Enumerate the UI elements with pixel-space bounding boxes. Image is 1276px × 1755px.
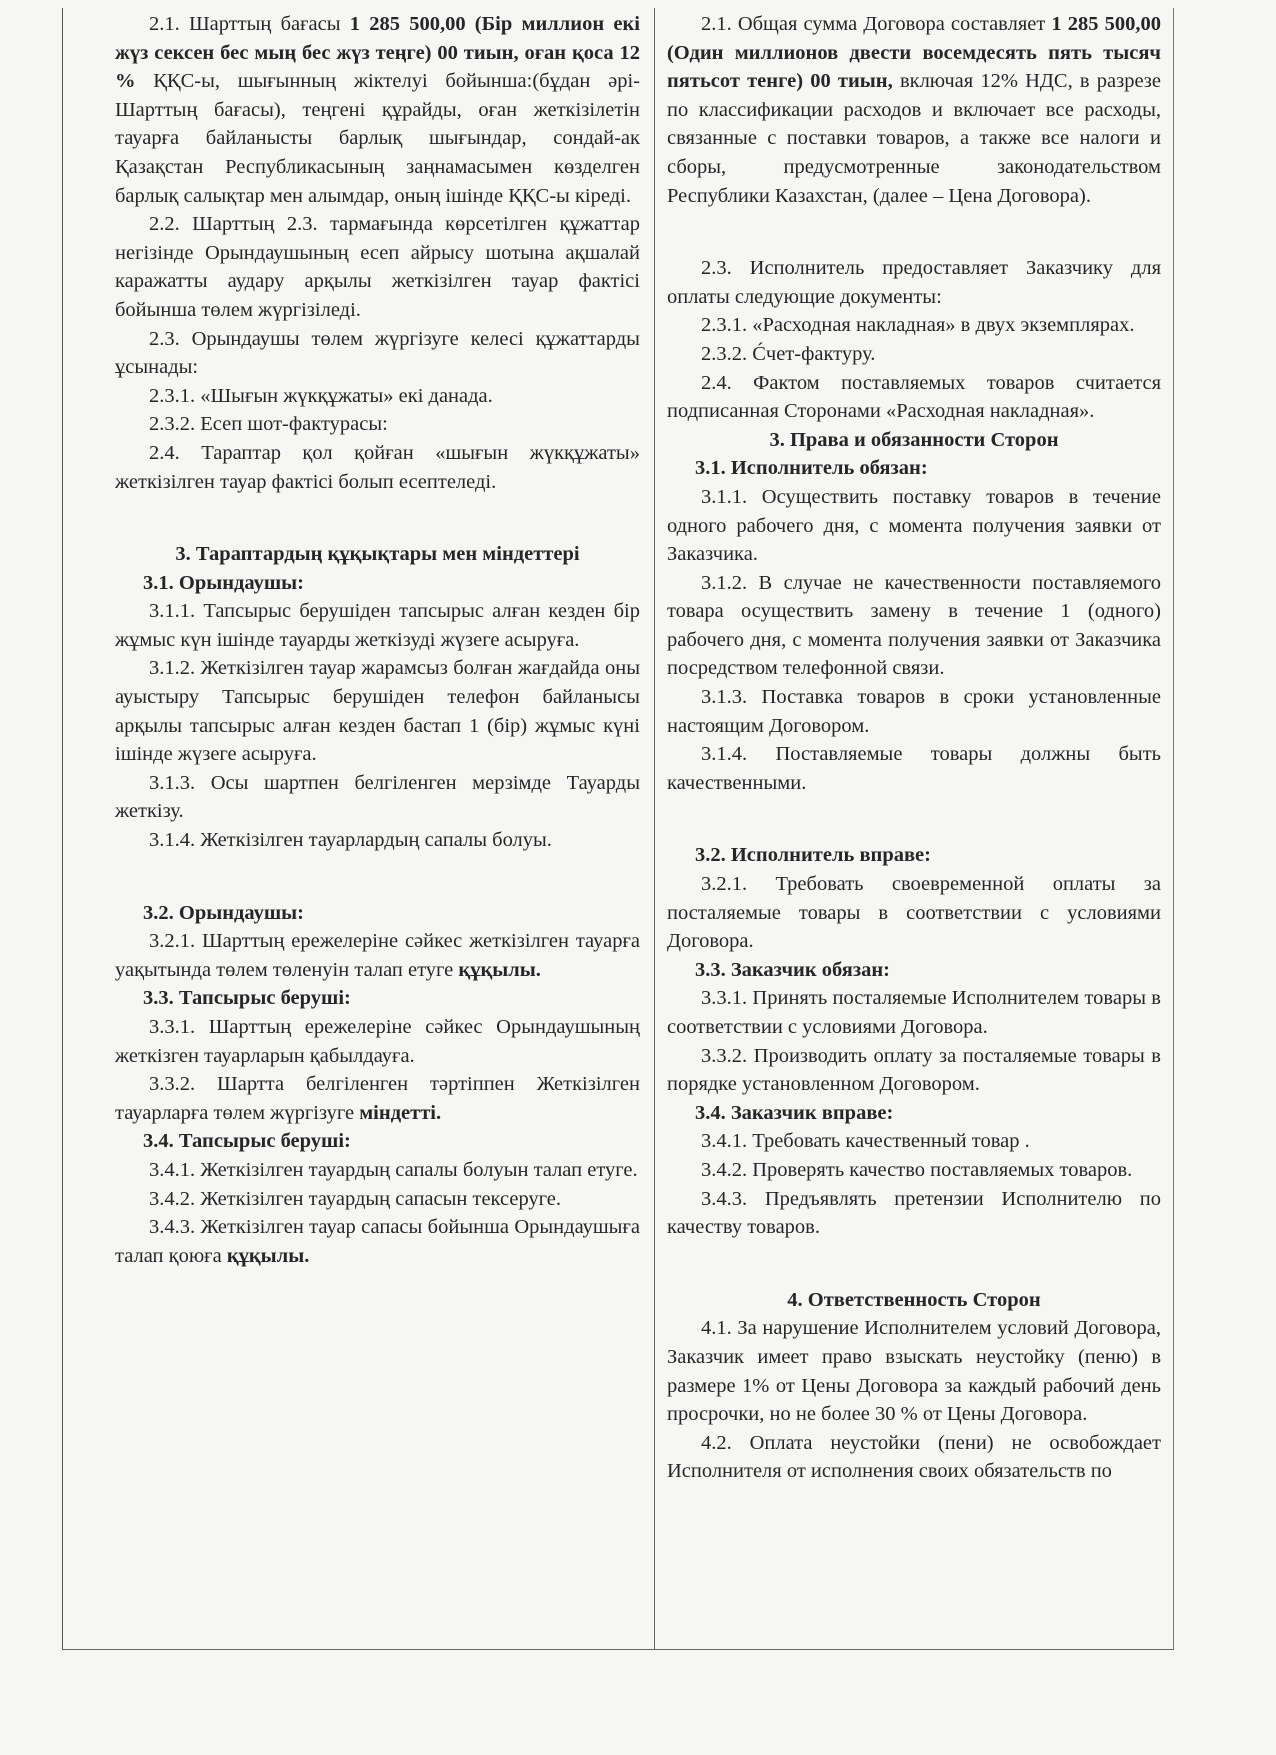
kz-clause-3-3-2-text: 3.3.2. Шартта белгіленген тәртіппен Жеткізілген тауарларға төлем жүргізуге (115, 1073, 640, 1124)
ru-clause-4-1: 4.1. За нарушение Исполнителем условий Договора, Заказчик имеет право взыскать неустойку (пеню) в размере 1% от Цены Договора за каждый рабочий день просрочки, но не более 30 % от Цены Договора. (666, 1317, 1161, 1426)
ru-clause-2-4: 2.4. Фактом поставляемых товаров считается подписанная Сторонами «Расходная накладная». (666, 371, 1161, 423)
kz-clause-2-4: 2.4. Тараптар қол қойған «шығын жүкқұжаты» жеткізілген тауар фактісі болып есептеледі. (115, 441, 640, 493)
russian-column (655, 8, 1173, 1649)
kz-subsection-3-1: 3.1. Орындаушы: (143, 571, 305, 594)
kz-clause-2-2: 2.2. Шарттың 2.3. тармағында көрсетілген құжаттар негізінде Орындаушының есеп айрысу шотына ақшалай каражатты аудару арқылы жеткізілген тауар фактісі бойынша төлем жүргізіледі. (115, 213, 640, 321)
kz-clause-3-4-2: 3.4.2. Жеткізілген тауардың сапасын тексеруге. (149, 1187, 562, 1210)
spacer (667, 1242, 1161, 1286)
ru-clause-3-1-4: 3.1.4. Поставляемые товары должны быть качественными. (666, 743, 1161, 794)
kz-clause-2-3-1: 2.3.1. «Шығын жүкқұжаты» екі данада. (149, 384, 493, 407)
ru-clause-3-3-2: 3.3.2. Производить оплату за посталяемые товары в порядке установленном Договором. (666, 1044, 1161, 1096)
ru-subsection-3-2: 3.2. Исполнитель вправе: (694, 844, 931, 867)
ru-clause-3-4-2: 3.4.2. Проверять качество поставляемых товаров. (700, 1158, 1133, 1181)
spacer (115, 855, 640, 899)
kz-clause-2-3: 2.3. Орындаушы төлем жүргізуге келесі құжаттарды ұсынады: (115, 327, 640, 379)
ru-subsection-3-1: 3.1. Исполнитель обязан: (694, 457, 928, 480)
kz-clause-3-2-1 (115, 927, 640, 984)
kz-subsection-3-3: 3.3. Тапсырыс беруші: (143, 987, 351, 1010)
ru-subsection-3-3: 3.3. Заказчик обязан: (694, 958, 891, 981)
spacer (667, 210, 1161, 254)
bilingual-contract-table (62, 8, 1174, 1650)
kz-clause-3-3-2-bold: міндетті. (359, 1101, 442, 1124)
kz-contract-amount: 1 285 500,00 (Бір миллион екі жүз сексен бес мың бес жүз теңге) 00 тиын, (115, 13, 640, 64)
kz-section-3-heading: 3. Тараптардың құқықтары мен міндеттері (175, 543, 580, 566)
ru-clause-2-1-lead: 2.1. Общая сумма Договора составляет (700, 13, 1046, 35)
ru-clause-3-1-2: 3.1.2. В случае не качественности поставляемого товара осуществить замену в течение 1 (одного) рабочего дня, с момента получения заявки от Заказчика посредством телефонной связи. (666, 571, 1161, 680)
kz-clause-2-1-lead: 2.1. Шарттың бағасы (149, 13, 341, 35)
kz-clause-3-4-3-bold: құқылы. (226, 1244, 310, 1267)
kz-vat-rate: оған қоса 12 % (115, 41, 640, 93)
kz-clause-3-2-1-text: 3.2.1. Шарттың ережелеріне сәйкес жеткізілген тауарға уақытында төлем төленуін талап етуге (115, 930, 640, 981)
ru-clause-3-4-3: 3.4.3. Предъявлять претензии Исполнителю по качеству товаров. (666, 1187, 1161, 1239)
kz-clause-3-4-1: 3.4.1. Жеткізілген тауардың сапалы болуын талап етуге. (149, 1158, 638, 1181)
ru-clause-2-3-2: 2.3.2. Ćчет-фактуру. (700, 342, 876, 365)
ru-subsection-3-4: 3.4. Заказчик вправе: (694, 1101, 894, 1124)
ru-clause-3-1-1: 3.1.1. Осуществить поставку товаров в течение одного рабочего дня, с момента получения заявки от Заказчика. (666, 485, 1161, 566)
ru-clause-3-4-1: 3.4.1. Требовать качественный товар . (700, 1130, 1030, 1153)
kz-clause-3-4-3-text: 3.4.3. Жеткізілген тауар сапасы бойынша Орындаушыға талап қоюға (115, 1216, 640, 1267)
kz-clause-2-3-2: 2.3.2. Есеп шот-фактурасы: (149, 413, 388, 436)
ru-section-3-heading: 3. Права и обязанности Сторон (769, 428, 1059, 451)
kazakh-column (63, 8, 655, 1649)
ru-clause-2-1-text: включая 12% НДС, в разрезе по классификации расходов и включает все расходы, связанные с поставки товаров, а также все налоги и сборы, предусмотренные законодательством Республики Казахстан, (далее – Цена Договора). (666, 70, 1161, 207)
kz-clause-3-1-1: 3.1.1. Тапсырыс берушіден тапсырыс алған кезден бір жұмыс күн ішінде тауарды жеткізуді жүзеге асыруға. (115, 600, 640, 651)
ru-clause-3-3-1: 3.3.1. Принять посталяемые Исполнителем товары в соответствии с условиями Договора. (666, 987, 1161, 1038)
ru-clause-2-3-1: 2.3.1. «Расходная накладная» в двух экземплярах. (700, 314, 1135, 337)
kz-clause-3-3-2 (115, 1070, 640, 1127)
kz-clause-3-2-1-bold: құқылы. (458, 958, 541, 981)
kz-clause-3-1-3: 3.1.3. Осы шартпен белгіленген мерзімде Тауарды жеткізу. (115, 771, 640, 823)
ru-clause-2-1 (667, 10, 1161, 210)
ru-clause-3-2-1: 3.2.1. Требовать своевременной оплаты за посталяемые товары в соответствии с условиями Договора. (666, 873, 1161, 953)
ru-clause-4-2: 4.2. Оплата неустойки (пени) не освобождает Исполнителя от исполнения своих обязательств по (666, 1431, 1161, 1483)
kz-clause-2-1 (115, 10, 640, 210)
kz-subsection-3-4: 3.4. Тапсырыс беруші: (143, 1130, 351, 1153)
ru-section-4-heading: 4. Ответственность Сторон (787, 1288, 1041, 1311)
kz-clause-2-1-text: ҚҚС-ы, шығынның жіктелуі бойынша:(бұдан әрі-Шарттың бағасы), теңгені құрайды, оған жеткізілетін тауарға байланысты барлық шығындар, сондай-ак Қазақстан Республикасының заңнамасымен көзделген барлық салықтар мен алымдар, оның ішінде ҚҚС-ы кіреді. (115, 70, 640, 207)
kz-clause-3-1-4: 3.1.4. Жеткізілген тауарлардың сапалы болуы. (149, 829, 552, 852)
kz-clause-3-4-3 (115, 1213, 640, 1270)
kz-clause-3-3-1: 3.3.1. Шарттың ережелеріне сәйкес Орындаушының жеткізген тауарларын қабылдауға. (115, 1016, 640, 1067)
spacer (667, 797, 1161, 841)
ru-clause-2-3: 2.3. Исполнитель предоставляет Заказчику для оплаты следующие документы: (666, 257, 1161, 308)
kz-clause-3-1-2: 3.1.2. Жеткізілген тауар жарамсыз болған жағдайда оны ауыстыру Тапсырыс берушіден телефон байланысы арқылы тапсырыс алған кезден бастап 1 (бір) жұмыс күні ішінде жүзеге асыруға. (115, 657, 640, 766)
ru-contract-amount: 1 285 500,00 (Один миллионов двести восемдесять пять тысяч пятьсот тенге) 00 тиын, (666, 13, 1162, 93)
ru-clause-3-1-3: 3.1.3. Поставка товаров в сроки установленные настоящим Договором. (666, 686, 1161, 737)
kz-subsection-3-2: 3.2. Орындаушы: (143, 901, 305, 924)
spacer (115, 496, 640, 540)
